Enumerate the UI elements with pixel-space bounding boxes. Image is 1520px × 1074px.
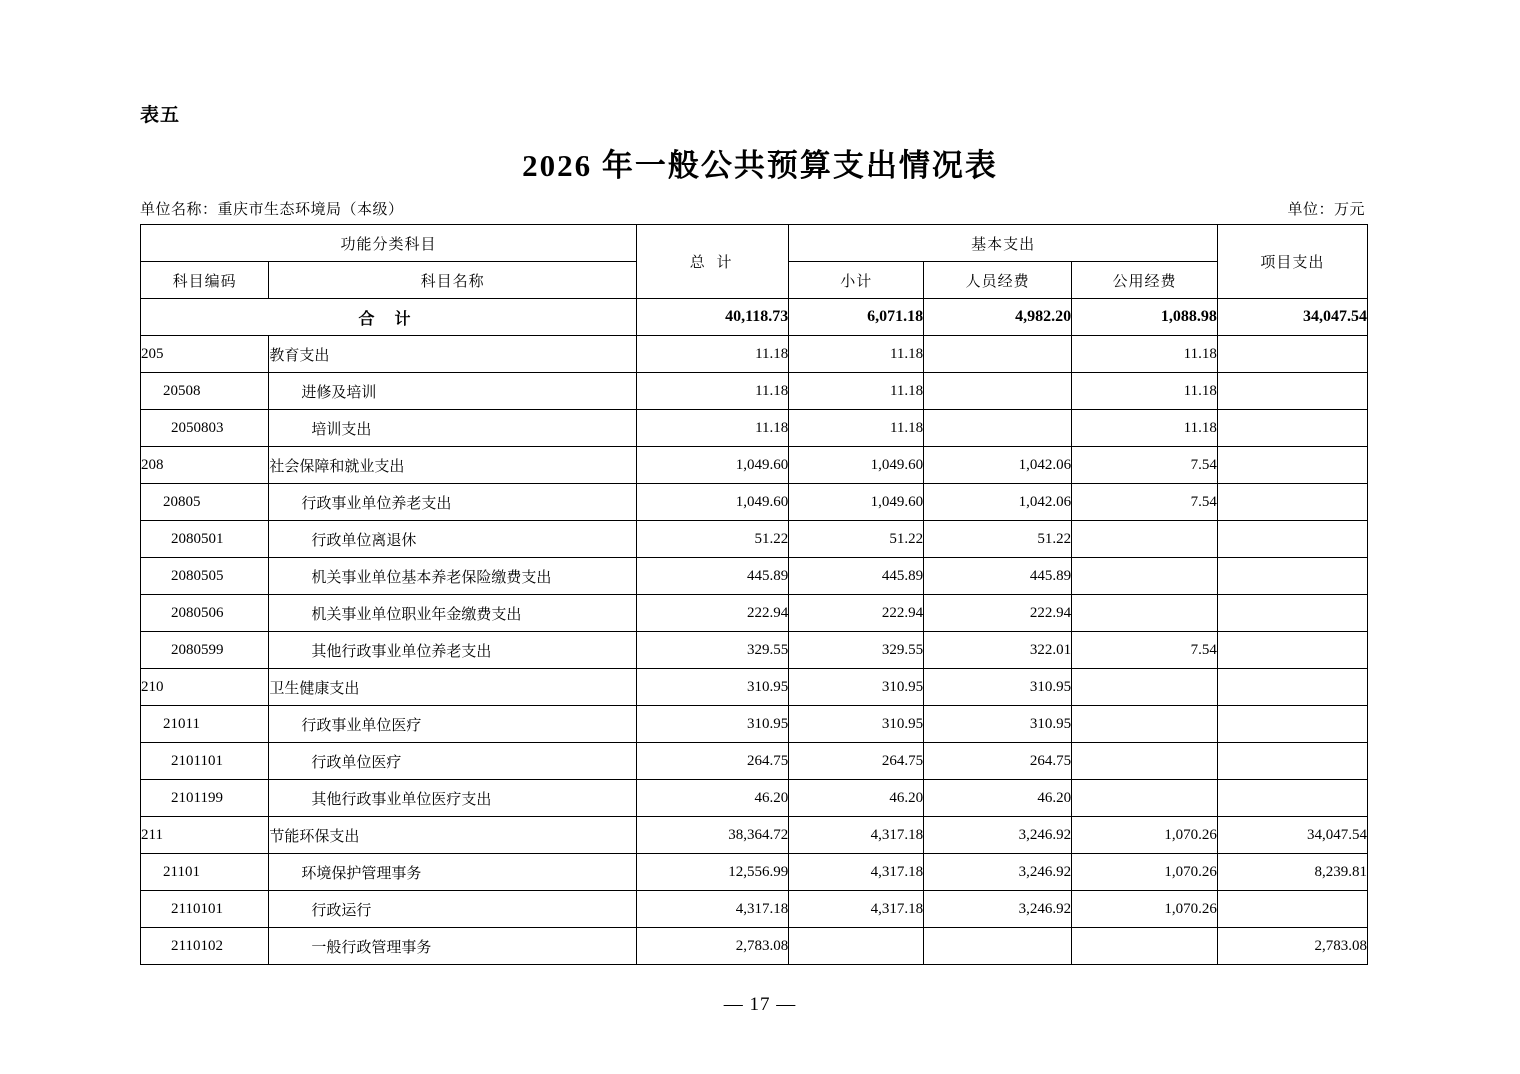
cell-subtotal: 445.89 [789,558,924,595]
cell-project [1217,484,1367,521]
table-row [141,743,1368,780]
cell-total: 38,364.72 [637,817,789,854]
cell-total: 1,049.60 [637,447,789,484]
page-number: — 17 — [723,994,797,1015]
cell-subtotal: 222.94 [789,595,924,632]
cell-total: 329.55 [637,632,789,669]
cell-subtotal: 1,049.60 [789,484,924,521]
total-row-total: 40,118.73 [637,299,789,336]
cell-project [1217,336,1367,373]
cell-total: 46.20 [637,780,789,817]
table-row [141,484,1368,521]
cell-personnel: 445.89 [924,558,1072,595]
cell-total: 1,049.60 [637,484,789,521]
cell-total: 445.89 [637,558,789,595]
cell-subject-name: 其他行政事业单位养老支出 [269,632,637,669]
cell-personnel: 3,246.92 [924,891,1072,928]
cell-public: 11.18 [1072,373,1218,410]
cell-subject-code: 210 [141,669,269,706]
total-row-personnel: 4,982.20 [924,299,1072,336]
table-row [141,669,1368,706]
cell-project [1217,373,1367,410]
cell-total: 11.18 [637,373,789,410]
table-row [141,558,1368,595]
table-label: 表五 [140,105,181,126]
cell-subject-name: 行政单位医疗 [269,743,637,780]
cell-subtotal: 4,317.18 [789,854,924,891]
table-row [141,595,1368,632]
cell-total: 310.95 [637,669,789,706]
cell-personnel: 3,246.92 [924,817,1072,854]
cell-subject-name: 行政单位离退休 [269,521,637,558]
cell-project [1217,743,1367,780]
cell-project [1217,410,1367,447]
table-header-row-1 [141,225,1368,262]
header-basic-expenditure: 基本支出 [789,225,1218,262]
table-row [141,632,1368,669]
cell-project [1217,780,1367,817]
cell-public [1072,780,1218,817]
cell-subject-code: 20508 [141,373,269,410]
cell-subject-code: 2110101 [141,891,269,928]
cell-public [1072,706,1218,743]
cell-personnel: 51.22 [924,521,1072,558]
budget-table [140,224,1368,965]
cell-project: 34,047.54 [1217,817,1367,854]
table-row [141,521,1368,558]
cell-project [1217,891,1367,928]
total-row-label: 合 计 [141,299,637,336]
cell-subtotal: 51.22 [789,521,924,558]
cell-personnel: 46.20 [924,780,1072,817]
cell-subject-name: 机关事业单位基本养老保险缴费支出 [269,558,637,595]
cell-project [1217,595,1367,632]
cell-public: 1,070.26 [1072,854,1218,891]
cell-project [1217,669,1367,706]
cell-public [1072,558,1218,595]
cell-subtotal [789,928,924,965]
cell-subtotal: 1,049.60 [789,447,924,484]
cell-personnel: 310.95 [924,669,1072,706]
cell-subject-code: 2080506 [141,595,269,632]
cell-personnel [924,928,1072,965]
cell-personnel: 322.01 [924,632,1072,669]
table-row [141,336,1368,373]
cell-subject-name: 其他行政事业单位医疗支出 [269,780,637,817]
cell-subject-name: 节能环保支出 [269,817,637,854]
table-total-row [141,299,1368,336]
cell-subject-code: 2101101 [141,743,269,780]
cell-project: 8,239.81 [1217,854,1367,891]
cell-personnel: 264.75 [924,743,1072,780]
cell-subject-name: 培训支出 [269,410,637,447]
cell-total: 12,556.99 [637,854,789,891]
cell-subject-name: 教育支出 [269,336,637,373]
cell-total: 264.75 [637,743,789,780]
table-row [141,891,1368,928]
table-row [141,373,1368,410]
table-row [141,447,1368,484]
cell-total: 11.18 [637,410,789,447]
table-row [141,780,1368,817]
cell-subtotal: 11.18 [789,373,924,410]
header-subtotal: 小计 [789,262,924,299]
cell-public: 11.18 [1072,410,1218,447]
cell-subtotal: 264.75 [789,743,924,780]
cell-project: 2,783.08 [1217,928,1367,965]
cell-subject-code: 2080501 [141,521,269,558]
cell-public: 1,070.26 [1072,891,1218,928]
table-row [141,817,1368,854]
cell-personnel [924,410,1072,447]
cell-project [1217,521,1367,558]
cell-public [1072,743,1218,780]
cell-subject-name: 机关事业单位职业年金缴费支出 [269,595,637,632]
cell-personnel: 222.94 [924,595,1072,632]
cell-public: 7.54 [1072,632,1218,669]
cell-public: 1,070.26 [1072,817,1218,854]
total-row-project: 34,047.54 [1217,299,1367,336]
cell-project [1217,706,1367,743]
cell-subject-name: 一般行政管理事务 [269,928,637,965]
cell-total: 51.22 [637,521,789,558]
unit-of-measure: 单位：万元 [1287,202,1365,218]
total-row-subtotal: 6,071.18 [789,299,924,336]
header-subject-name: 科目名称 [269,262,637,299]
cell-subject-code: 21011 [141,706,269,743]
cell-subtotal: 46.20 [789,780,924,817]
cell-subject-name: 卫生健康支出 [269,669,637,706]
cell-subject-code: 2101199 [141,780,269,817]
cell-subject-code: 20805 [141,484,269,521]
cell-personnel [924,336,1072,373]
header-project-expenditure: 项目支出 [1217,225,1367,299]
cell-personnel: 310.95 [924,706,1072,743]
table-row [141,854,1368,891]
cell-project [1217,447,1367,484]
cell-subject-code: 2080505 [141,558,269,595]
cell-personnel: 1,042.06 [924,447,1072,484]
cell-public [1072,595,1218,632]
cell-subject-code: 208 [141,447,269,484]
cell-total: 4,317.18 [637,891,789,928]
table-row [141,410,1368,447]
header-personnel-cost: 人员经费 [924,262,1072,299]
header-functional-category: 功能分类科目 [141,225,637,262]
cell-subject-code: 2050803 [141,410,269,447]
cell-total: 11.18 [637,336,789,373]
table-row [141,928,1368,965]
cell-personnel: 1,042.06 [924,484,1072,521]
cell-personnel: 3,246.92 [924,854,1072,891]
cell-subject-code: 205 [141,336,269,373]
cell-subtotal: 310.95 [789,706,924,743]
cell-public: 11.18 [1072,336,1218,373]
cell-subject-name: 环境保护管理事务 [269,854,637,891]
cell-personnel [924,373,1072,410]
cell-subject-name: 行政运行 [269,891,637,928]
cell-subtotal: 11.18 [789,336,924,373]
header-total: 总 计 [637,225,789,299]
cell-total: 310.95 [637,706,789,743]
cell-subject-name: 行政事业单位养老支出 [269,484,637,521]
table-row [141,706,1368,743]
cell-public: 7.54 [1072,484,1218,521]
cell-public: 7.54 [1072,447,1218,484]
cell-total: 2,783.08 [637,928,789,965]
page-title: 2026 年一般公共预算支出情况表 [522,148,998,183]
cell-subtotal: 329.55 [789,632,924,669]
cell-public [1072,521,1218,558]
header-subject-code: 科目编码 [141,262,269,299]
cell-subject-name: 行政事业单位医疗 [269,706,637,743]
cell-subtotal: 310.95 [789,669,924,706]
cell-total: 222.94 [637,595,789,632]
cell-subject-name: 社会保障和就业支出 [269,447,637,484]
cell-subject-code: 2110102 [141,928,269,965]
cell-subtotal: 11.18 [789,410,924,447]
cell-project [1217,632,1367,669]
cell-public [1072,928,1218,965]
cell-subject-code: 21101 [141,854,269,891]
cell-subtotal: 4,317.18 [789,817,924,854]
cell-project [1217,558,1367,595]
header-public-cost: 公用经费 [1072,262,1218,299]
cell-public [1072,669,1218,706]
cell-subtotal: 4,317.18 [789,891,924,928]
unit-name: 单位名称：重庆市生态环境局（本级） [140,202,404,218]
cell-subject-code: 2080599 [141,632,269,669]
cell-subject-name: 进修及培训 [269,373,637,410]
cell-subject-code: 211 [141,817,269,854]
total-row-public: 1,088.98 [1072,299,1218,336]
